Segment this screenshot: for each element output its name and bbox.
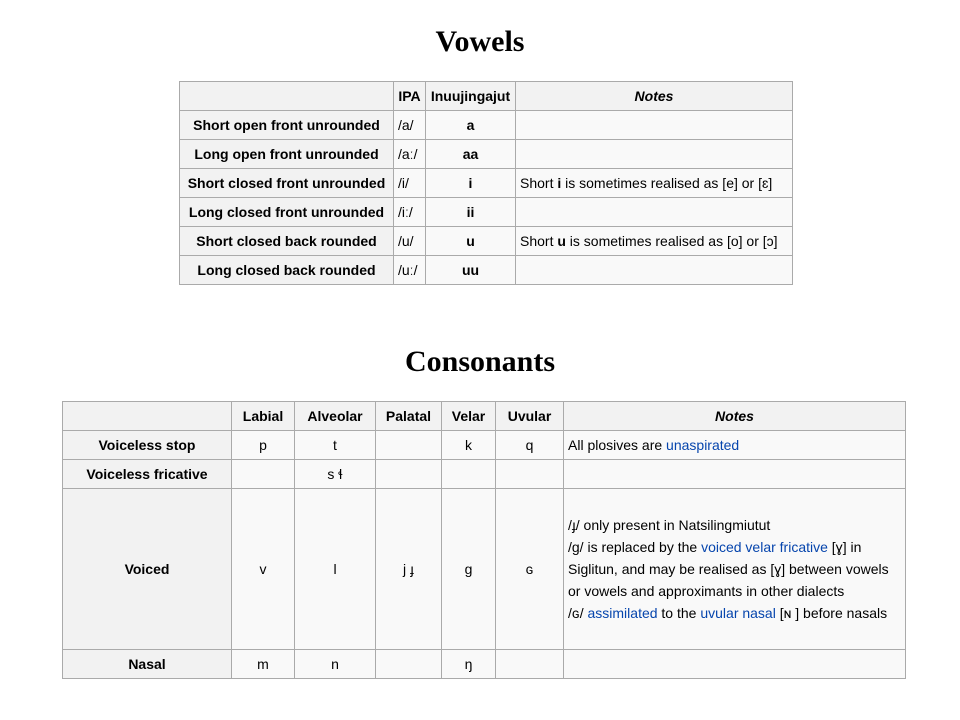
assimilated-link[interactable]: assimilated	[587, 605, 658, 621]
vowel-note	[516, 111, 793, 140]
note-text: is sometimes realised as [o] or [ɔ]	[565, 233, 778, 249]
vowel-ipa: /i/	[394, 169, 426, 198]
consonant-cell	[376, 460, 442, 489]
consonant-cell: k	[442, 431, 496, 460]
consonant-cell: p	[232, 431, 295, 460]
note-text: [ɴ ] before nasals	[775, 605, 888, 621]
consonant-row-label: Voiceless stop	[63, 431, 232, 460]
consonant-cell: g	[442, 489, 496, 650]
consonant-cell	[496, 650, 564, 679]
vowel-orthography: u	[426, 227, 516, 256]
vowel-note	[516, 256, 793, 285]
consonants-header-corner	[63, 402, 232, 431]
note-text: to the	[657, 605, 701, 621]
table-row	[180, 227, 793, 256]
consonant-cell: ŋ	[442, 650, 496, 679]
consonants-header-alveolar: Alveolar	[295, 402, 376, 431]
vowel-ipa: /a/	[394, 111, 426, 140]
vowel-note	[516, 169, 793, 198]
consonants-header-row	[63, 402, 906, 431]
consonants-title: Consonants	[404, 345, 556, 378]
consonant-cell: ɢ	[496, 489, 564, 650]
note-text: /ɢ/	[568, 605, 588, 621]
note-text: Short	[520, 233, 558, 249]
consonant-cell: m	[232, 650, 295, 679]
vowels-table	[179, 81, 793, 285]
consonant-cell: l	[295, 489, 376, 650]
consonant-cell: n	[295, 650, 376, 679]
vowel-label: Long closed back rounded	[180, 256, 394, 285]
table-row	[180, 169, 793, 198]
consonant-cell: q	[496, 431, 564, 460]
consonant-cell	[496, 460, 564, 489]
note-line-palatal: /ɟ/ only present in Natsilingmiutut	[568, 517, 771, 533]
vowel-label: Long closed front unrounded	[180, 198, 394, 227]
vowels-header-row	[180, 82, 793, 111]
consonant-cell: v	[232, 489, 295, 650]
note-bold-letter: i	[557, 175, 562, 191]
consonant-cell	[442, 460, 496, 489]
note-line-uvular	[568, 602, 901, 624]
vowel-orthography: i	[426, 169, 516, 198]
vowel-ipa: /aː/	[394, 140, 426, 169]
vowel-label: Short open front unrounded	[180, 111, 394, 140]
vowel-label: Long open front unrounded	[180, 140, 394, 169]
table-row	[63, 650, 906, 679]
note-text: All plosives are	[568, 437, 667, 453]
vowels-header-inuujingajut: Inuujingajut	[426, 82, 516, 111]
uvular-nasal-link[interactable]: uvular nasal	[700, 605, 776, 621]
consonant-cell: t	[295, 431, 376, 460]
table-row	[63, 489, 906, 650]
vowel-label: Short closed front unrounded	[180, 169, 394, 198]
note-bold-letter: u	[557, 233, 566, 249]
consonant-cell	[376, 650, 442, 679]
note-text: [ɣ] in Siglitun, and may be realised as [ɣ] between vowels or vowels and approximants in other dialects	[568, 539, 889, 599]
table-row	[180, 111, 793, 140]
consonants-header-palatal: Palatal	[376, 402, 442, 431]
vowels-header-corner	[180, 82, 394, 111]
table-row	[180, 198, 793, 227]
table-row	[63, 460, 906, 489]
table-row	[180, 140, 793, 169]
vowels-header-ipa: IPA	[394, 82, 426, 111]
table-row	[63, 431, 906, 460]
consonants-table	[62, 401, 906, 679]
consonant-cell	[232, 460, 295, 489]
vowel-note	[516, 140, 793, 169]
consonant-row-label: Voiceless fricative	[63, 460, 232, 489]
vowel-orthography: a	[426, 111, 516, 140]
unaspirated-link[interactable]: unaspirated	[666, 437, 740, 453]
consonant-note	[564, 489, 906, 650]
consonants-header-uvular: Uvular	[496, 402, 564, 431]
consonants-header-notes: Notes	[564, 402, 906, 431]
consonant-cell: j ɟ	[376, 489, 442, 650]
consonant-cell	[376, 431, 442, 460]
vowel-label: Short closed back rounded	[180, 227, 394, 256]
vowel-orthography: uu	[426, 256, 516, 285]
note-line-velar	[568, 536, 901, 602]
consonant-note	[564, 431, 906, 460]
consonant-row-label: Voiced	[63, 489, 232, 650]
consonants-header-velar: Velar	[442, 402, 496, 431]
vowel-orthography: ii	[426, 198, 516, 227]
note-text: Short	[520, 175, 558, 191]
voiced-velar-fricative-link[interactable]: voiced velar fricative	[701, 539, 828, 555]
consonant-cell: s ɬ	[295, 460, 376, 489]
table-row	[180, 256, 793, 285]
vowel-note	[516, 227, 793, 256]
note-text: /g/ is replaced by the	[568, 539, 702, 555]
consonant-row-label: Nasal	[63, 650, 232, 679]
vowel-orthography: aa	[426, 140, 516, 169]
consonants-header-labial: Labial	[232, 402, 295, 431]
vowel-ipa: /u/	[394, 227, 426, 256]
vowels-title: Vowels	[435, 25, 525, 58]
vowels-header-notes: Notes	[516, 82, 793, 111]
consonant-note	[564, 460, 906, 489]
consonant-note	[564, 650, 906, 679]
vowel-ipa: /uː/	[394, 256, 426, 285]
note-text: is sometimes realised as [e] or [ɛ]	[561, 175, 773, 191]
vowel-note	[516, 198, 793, 227]
vowel-ipa: /iː/	[394, 198, 426, 227]
